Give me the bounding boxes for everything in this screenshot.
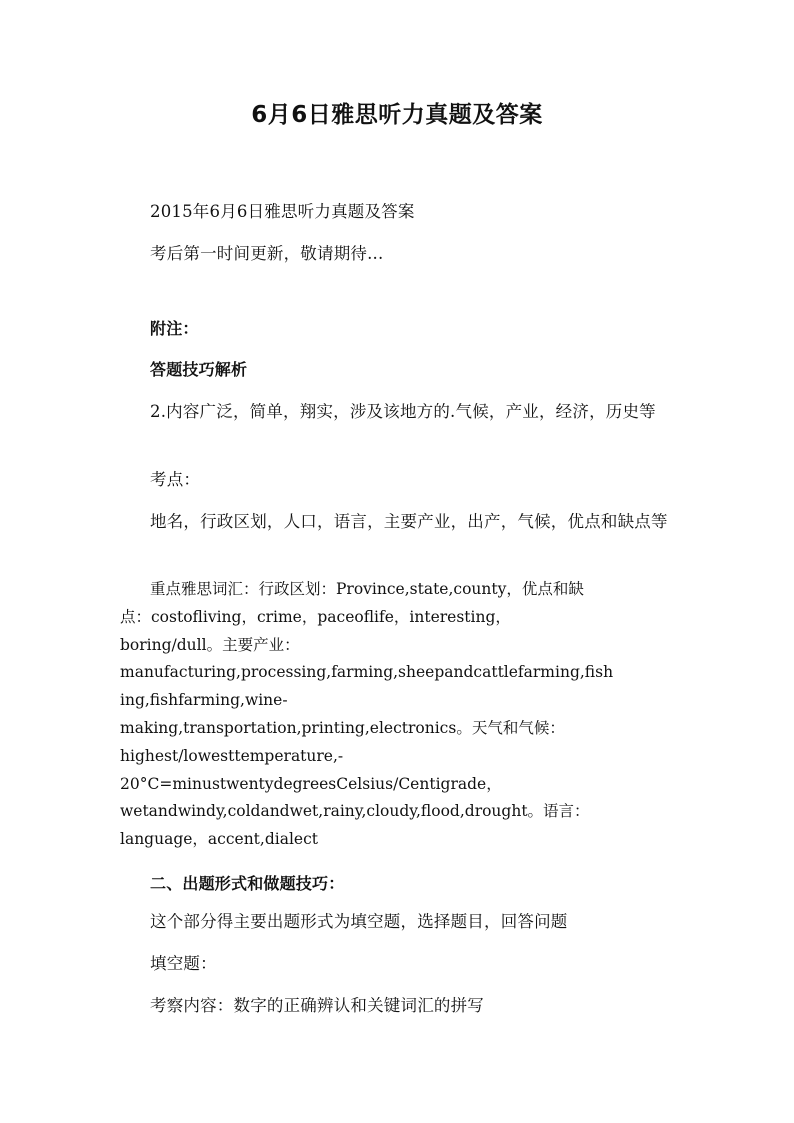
vocab-line: boring/dull。主要产业： (120, 635, 300, 654)
vocab-line: making,transportation,printing,electronics。天气和气候： (120, 718, 565, 737)
vocab-line: wetandwindy,coldandwet,rainy,cloudy,flood,drought。语言： (120, 802, 590, 821)
section-2-intro: 这个部分得主要出题形式为填空题，选择题目，回答问题 (150, 912, 568, 931)
section-2-heading: 二、出题形式和做题技巧： (150, 874, 345, 893)
point-2-paragraph: 2.内容广泛，简单，翔实，涉及该地方的.气候，产业，经济，历史等 (150, 402, 656, 421)
note-heading: 附注： (150, 319, 199, 338)
vocabulary-paragraph (120, 576, 676, 854)
vocab-line: manufacturing,processing,farming,sheepandcattlefarming,fish (120, 663, 614, 682)
exam-points-paragraph: 地名，行政区划，人口，语言，主要产业，出产，气候，优点和缺点等 (150, 512, 668, 531)
tips-subheading: 答题技巧解析 (150, 360, 248, 379)
vocab-line: 点：costofliving，crime，paceoflife，interesting， (120, 607, 511, 626)
vocab-line: highest/lowesttemperature,- (120, 746, 344, 765)
vocab-line: 重点雅思词汇：行政区划：Province,state,county，优点和缺 (150, 580, 584, 598)
intro-line-2: 考后第一时间更新，敬请期待... (150, 244, 384, 263)
intro-line-1: 2015年6月6日雅思听力真题及答案 (150, 202, 415, 221)
fill-in-label: 填空题： (150, 954, 217, 973)
fill-in-content: 考察内容：数字的正确辨认和关键词汇的拼写 (150, 996, 484, 1015)
vocab-line: 20°C=minustwentydegreesCelsius/Centigrade， (120, 774, 502, 793)
vocab-line: language，accent,dialect (120, 830, 318, 849)
exam-points-label: 考点： (150, 470, 201, 489)
vocab-line: ing,fishfarming,wine- (120, 691, 288, 710)
page-title: 6月6日雅思听力真题及答案 (251, 102, 543, 128)
